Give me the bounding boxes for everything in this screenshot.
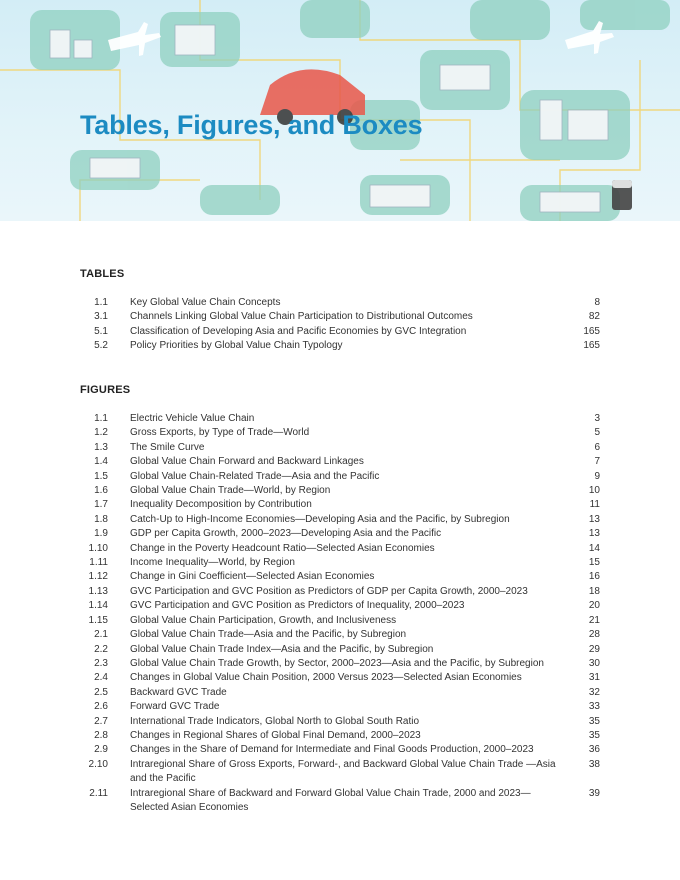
figure-entry[interactable] xyxy=(80,412,600,426)
entry-title: Intraregional Share of Backward and Forward Global Value Chain Trade, 2000 and 2023—Selected Asian Economies xyxy=(130,787,531,813)
entry-number: 2.10 xyxy=(88,758,108,770)
entry-number: 2.6 xyxy=(94,701,108,713)
figure-entry[interactable] xyxy=(80,700,600,714)
figure-entry[interactable] xyxy=(80,643,600,657)
entry-number: 3.1 xyxy=(94,311,108,323)
entry-title: Gross Exports, by Type of Trade—World xyxy=(130,427,310,439)
entry-title: Global Value Chain Participation, Growth, and Inclusiveness xyxy=(130,614,397,626)
entry-page-number: 28 xyxy=(588,629,600,641)
entry-title: Classification of Developing Asia and Pacific Economies by GVC Integration xyxy=(130,325,467,337)
entry-title: Electric Vehicle Value Chain xyxy=(130,413,255,424)
entry-title: Change in Gini Coefficient—Selected Asian Economies xyxy=(130,571,375,583)
entry-title: Income Inequality—World, by Region xyxy=(130,557,295,569)
entry-number: 1.9 xyxy=(94,528,108,540)
entry-title: Global Value Chain-Related Trade—Asia and the Pacific xyxy=(130,470,380,482)
entry-number: 1.7 xyxy=(94,499,108,511)
entry-number: 1.11 xyxy=(89,557,108,569)
entry-title: Channels Linking Global Value Chain Participation to Distributional Outcomes xyxy=(130,311,473,323)
entry-title: Intraregional Share of Gross Exports, Forward-, and Backward Global Value Chain Trade —Asia and the Pacific xyxy=(130,758,556,785)
figure-entry[interactable] xyxy=(80,470,600,484)
figures-heading: FIGURES xyxy=(80,384,131,396)
entry-title: Inequality Decomposition by Contribution xyxy=(130,499,312,511)
entry-number: 2.4 xyxy=(94,672,108,684)
entry-page-number: 35 xyxy=(588,729,600,741)
figure-entry[interactable] xyxy=(80,715,600,729)
entry-number: 1.14 xyxy=(88,600,108,612)
entry-number: 2.3 xyxy=(94,657,108,669)
page-title: Tables, Figures, and Boxes xyxy=(80,110,423,140)
entry-number: 1.2 xyxy=(94,427,108,439)
entry-page-number: 16 xyxy=(588,571,600,583)
entry-page-number: 38 xyxy=(588,758,600,770)
figure-entry[interactable] xyxy=(80,758,600,787)
entry-number: 2.11 xyxy=(89,787,108,799)
entry-number: 1.6 xyxy=(94,485,108,497)
figure-entry[interactable] xyxy=(80,426,600,440)
entry-page-number: 7 xyxy=(594,456,600,468)
entry-page-number: 13 xyxy=(588,513,600,525)
entry-page-number: 11 xyxy=(589,499,600,511)
entry-title: GDP per Capita Growth, 2000–2023—Developing Asia and the Pacific xyxy=(130,528,442,540)
table-entry[interactable] xyxy=(80,310,600,324)
entry-page-number: 5 xyxy=(594,427,600,439)
entry-page-number: 21 xyxy=(588,614,600,626)
entry-title: Backward GVC Trade xyxy=(130,686,227,698)
table-entry[interactable] xyxy=(80,296,600,310)
entry-number: 2.7 xyxy=(94,715,108,727)
figure-entry[interactable] xyxy=(80,484,600,498)
entry-number: 2.9 xyxy=(94,744,108,756)
entry-number: 5.2 xyxy=(94,340,108,352)
table-entry[interactable] xyxy=(80,325,600,339)
entry-page-number: 165 xyxy=(583,340,600,352)
entry-title: GVC Participation and GVC Position as Predictors of Inequality, 2000–2023 xyxy=(130,600,465,612)
table-entry[interactable] xyxy=(80,339,600,353)
entry-page-number: 35 xyxy=(588,715,600,727)
header-banner-illustration xyxy=(0,0,680,221)
entry-title: Global Value Chain Forward and Backward Linkages xyxy=(130,456,364,468)
entry-page-number: 6 xyxy=(594,441,600,453)
entry-title: GVC Participation and GVC Position as Predictors of GDP per Capita Growth, 2000–2023 xyxy=(130,585,528,597)
figure-entry[interactable] xyxy=(80,556,600,570)
entry-number: 2.5 xyxy=(94,686,108,698)
entry-number: 1.1 xyxy=(94,413,108,424)
figure-entry[interactable] xyxy=(80,628,600,642)
figure-entry[interactable] xyxy=(80,729,600,743)
figure-entry[interactable] xyxy=(80,542,600,556)
entry-number: 5.1 xyxy=(94,325,108,337)
entry-title: Catch-Up to High-Income Economies—Developing Asia and the Pacific, by Subregion xyxy=(130,513,510,525)
entry-title: Changes in the Share of Demand for Intermediate and Final Goods Production, 2000–2023 xyxy=(130,744,534,756)
figure-entry[interactable] xyxy=(80,585,600,599)
entry-page-number: 29 xyxy=(588,643,600,655)
entry-number: 1.4 xyxy=(94,456,108,468)
entry-title: Global Value Chain Trade—Asia and the Pacific, by Subregion xyxy=(130,629,407,641)
entry-number: 2.1 xyxy=(94,629,108,641)
entry-title: Global Value Chain Trade—World, by Region xyxy=(130,485,331,497)
figure-entry[interactable] xyxy=(80,527,600,541)
entry-page-number: 15 xyxy=(588,557,600,569)
entry-number: 1.12 xyxy=(88,571,108,583)
figure-entry[interactable] xyxy=(80,743,600,757)
entry-page-number: 3 xyxy=(594,413,600,424)
entry-title: International Trade Indicators, Global North to Global South Ratio xyxy=(130,715,420,727)
entry-page-number: 13 xyxy=(588,528,600,540)
tables-heading: TABLES xyxy=(80,268,125,280)
entry-page-number: 18 xyxy=(588,585,600,597)
entry-page-number: 39 xyxy=(588,787,600,799)
entry-number: 1.13 xyxy=(88,585,108,597)
entry-number: 1.5 xyxy=(94,470,108,482)
figure-entry[interactable] xyxy=(80,671,600,685)
figure-entry[interactable] xyxy=(80,455,600,469)
figure-entry[interactable] xyxy=(80,599,600,613)
entry-title: Changes in Regional Shares of Global Final Demand, 2000–2023 xyxy=(130,729,421,741)
tables-list xyxy=(80,296,600,354)
entry-page-number: 82 xyxy=(588,311,600,323)
entry-page-number: 9 xyxy=(594,470,600,482)
entry-page-number: 20 xyxy=(588,600,600,612)
entry-number: 1.8 xyxy=(94,513,108,525)
figure-entry[interactable] xyxy=(80,513,600,527)
entry-title: Change in the Poverty Headcount Ratio—Selected Asian Economies xyxy=(130,542,435,554)
entry-title: Global Value Chain Trade Index—Asia and the Pacific, by Subregion xyxy=(130,643,434,655)
entry-page-number: 165 xyxy=(583,325,600,337)
figure-entry[interactable] xyxy=(80,570,600,584)
entry-title: Policy Priorities by Global Value Chain Typology xyxy=(130,340,343,352)
entry-title: Forward GVC Trade xyxy=(130,701,220,713)
entry-page-number: 14 xyxy=(588,542,600,554)
entry-number: 1.3 xyxy=(94,441,108,453)
entry-page-number: 32 xyxy=(588,686,600,698)
entry-title: Global Value Chain Trade Growth, by Sector, 2000–2023—Asia and the Pacific, by Subregion xyxy=(130,657,544,669)
entry-number: 2.2 xyxy=(94,643,108,655)
entry-title: Key Global Value Chain Concepts xyxy=(130,297,281,308)
figure-entry[interactable] xyxy=(80,498,600,512)
entry-page-number: 8 xyxy=(594,297,600,308)
figure-entry[interactable] xyxy=(80,657,600,671)
figure-entry[interactable] xyxy=(80,441,600,455)
figure-entry[interactable] xyxy=(80,787,600,816)
entry-page-number: 36 xyxy=(588,744,600,756)
entry-number: 1.15 xyxy=(88,614,108,626)
figure-entry[interactable] xyxy=(80,614,600,628)
figure-entry[interactable] xyxy=(80,686,600,700)
entry-page-number: 10 xyxy=(588,485,600,497)
entry-number: 2.8 xyxy=(94,729,108,741)
entry-number: 1.10 xyxy=(88,542,108,554)
entry-number: 1.1 xyxy=(94,297,108,308)
entry-page-number: 33 xyxy=(588,701,600,713)
entry-page-number: 30 xyxy=(588,657,600,669)
entry-page-number: 31 xyxy=(588,672,600,684)
entry-title: The Smile Curve xyxy=(130,441,205,453)
figures-list xyxy=(80,412,600,815)
entry-title: Changes in Global Value Chain Position, 2000 Versus 2023—Selected Asian Economies xyxy=(130,672,522,684)
